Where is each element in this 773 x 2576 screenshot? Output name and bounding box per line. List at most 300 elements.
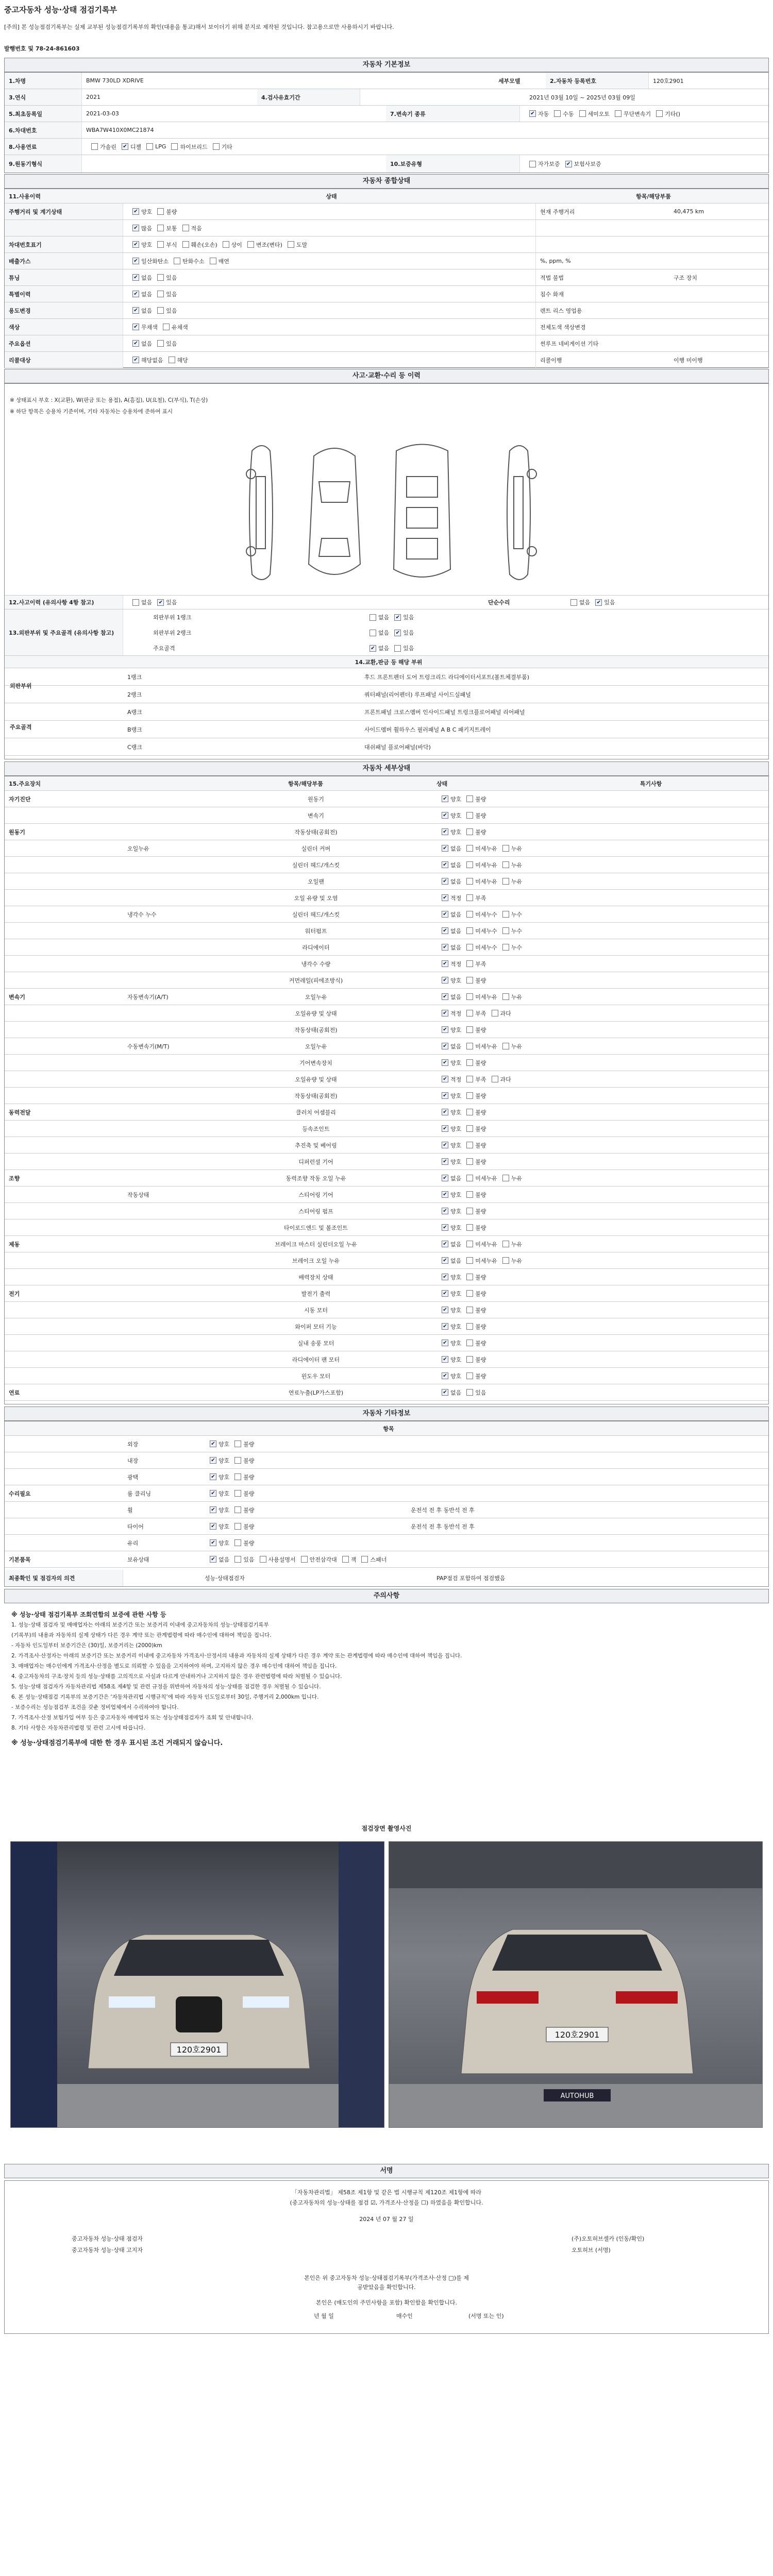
option-label: 양호 <box>450 1356 462 1363</box>
detail-item: 타이로드엔드 및 볼조인트 <box>284 1224 348 1231</box>
checkbox: ✔ <box>442 1307 448 1313</box>
checkbox <box>210 258 216 264</box>
page-title: 중고자동차 성능·상태 점검기록부 <box>4 5 117 14</box>
detail-row <box>5 1252 768 1269</box>
label-panels: 13.외판부위 및 주요골격 (유의사항 참고) <box>5 609 123 655</box>
rank-row <box>5 703 768 721</box>
option-label: 불량 <box>475 1109 486 1116</box>
option-label: 탄화수소 <box>182 258 205 265</box>
detail-row <box>5 1154 768 1170</box>
header-detail-state: 상태 <box>436 780 448 787</box>
checkbox <box>466 944 473 951</box>
other-state <box>200 1502 407 1518</box>
option-label: 미세누유 <box>475 1241 497 1248</box>
detail-row <box>5 1055 768 1071</box>
option-label: 불량 <box>475 1224 486 1231</box>
frame-options: ✔ 없음 있음 <box>360 640 515 656</box>
checkbox: ✔ <box>442 1175 448 1181</box>
general-row-item-value: 40,475 km <box>674 208 704 215</box>
value-plate-no: 120호2901 <box>653 77 684 84</box>
detail-row <box>5 1302 768 1318</box>
checkbox: ✔ <box>442 1142 448 1148</box>
checkbox-insurer-warranty: ✔ <box>565 161 572 167</box>
checkbox: ✔ <box>442 1109 448 1115</box>
option-label: 있음 <box>166 340 177 347</box>
checkbox <box>157 225 164 231</box>
detail-state <box>432 1351 572 1367</box>
label-engine-type: 9.원동기형식 <box>5 155 82 173</box>
detail-state <box>432 1022 572 1038</box>
checkbox <box>466 1340 473 1346</box>
checkbox <box>492 1076 498 1082</box>
caution-line: (기록부)의 내용과 자동차의 실제 상태가 다른 경우 계약 또는 관계법령에 따라 매수인에 대하여 책임을 집니다. <box>11 1632 272 1638</box>
general-row-options <box>123 302 535 318</box>
rank-row <box>5 686 768 703</box>
option-label: 불량 <box>475 1356 486 1363</box>
option-label: 없음 <box>450 927 462 935</box>
checkbox: ✔ <box>442 828 448 835</box>
value-year: 2021 <box>86 94 100 100</box>
general-row-item-value <box>669 335 767 351</box>
option-label: 누유 <box>511 993 523 1001</box>
header-state: 상태 <box>326 193 337 200</box>
option-label: 부식 <box>166 241 177 248</box>
detail-state <box>432 1154 572 1170</box>
header-remarks: 특기사항 <box>640 780 662 787</box>
checkbox-accident-yes: ✔ <box>157 599 164 606</box>
checkbox <box>466 960 473 967</box>
detail-item: 와이퍼 모터 기능 <box>295 1323 337 1330</box>
general-row-label <box>5 220 123 236</box>
other-item: 내장 <box>127 1457 139 1464</box>
detail-state <box>432 824 572 840</box>
checkbox: ✔ <box>132 274 139 281</box>
other-state <box>200 1551 407 1567</box>
warranty-options: 자가보증 ✔ 보험사보증 <box>520 155 767 173</box>
general-row-item-value <box>669 319 767 335</box>
detail-item: 실린더 헤드/개스킷 <box>292 861 340 869</box>
detail-row <box>5 1187 768 1203</box>
detail-row <box>5 972 768 989</box>
option-label: 적정 <box>450 1010 462 1017</box>
detail-state <box>432 857 572 873</box>
detail-group: 연료 <box>5 1384 123 1400</box>
detail-item: 발전기 출력 <box>301 1290 331 1297</box>
checkbox: ✔ <box>442 1323 448 1330</box>
value-vin: WBA7W410X0MC21874 <box>86 127 154 133</box>
detail-item: 작동상태(공회전) <box>294 1092 338 1099</box>
checkbox-semi <box>579 110 586 117</box>
option-label: 불량 <box>475 1290 486 1297</box>
option-label: 적정 <box>450 894 462 902</box>
other-group: 수리필요 <box>5 1485 123 1501</box>
option-label: 양호 <box>450 1026 462 1033</box>
option-label: 없음 <box>450 1389 462 1396</box>
option-label: 양호 <box>450 1125 462 1132</box>
option-label: 불량 <box>475 1142 486 1149</box>
detail-row <box>5 923 768 939</box>
detail-row <box>5 1203 768 1219</box>
checkbox <box>466 878 473 885</box>
general-row-options <box>123 236 535 252</box>
general-row-options <box>123 286 535 302</box>
detail-group: 조향 <box>5 1170 123 1186</box>
checkbox-self-warranty <box>529 161 536 167</box>
option-label: 미세누수 <box>475 927 497 935</box>
section-caution-title: 주의사항 <box>4 1589 769 1603</box>
caution-line: 5. 성능·상태 점검자가 자동차관리법 제58조 제4항 및 관련 규정을 위반하여 자동차의 성능·상태를 점검한 경우 처벌될 수 있습니다. <box>11 1684 321 1690</box>
basic-info-table <box>4 72 769 173</box>
checkbox: ✔ <box>442 1026 448 1033</box>
option-label: 양호 <box>450 977 462 984</box>
detail-row <box>5 873 768 890</box>
section-detail-title: 자동차 세부상태 <box>4 761 769 776</box>
option-label: 불량 <box>475 1191 486 1198</box>
general-row-item <box>535 220 669 236</box>
label-main-frame: 주요골격 <box>153 645 175 652</box>
checkbox <box>157 274 164 281</box>
option-label: 양호 <box>450 812 462 819</box>
accident-note: ※ 하단 항목은 승용차 기준이며, 기타 자동차는 승용차에 준하여 표시 <box>10 409 173 415</box>
buyer-signature: (서명 또는 인) <box>468 2313 504 2319</box>
value-car-name: BMW 730LD XDRIVE <box>86 77 144 84</box>
general-row-item: 리콜이행 <box>535 352 669 368</box>
option-label: 없음 <box>450 878 462 885</box>
checkbox <box>466 1224 473 1231</box>
checkbox <box>466 1208 473 1214</box>
option-label: 불량 <box>475 1274 486 1281</box>
option-label: 없음 <box>219 1556 230 1563</box>
detail-state <box>432 840 572 856</box>
detail-row <box>5 807 768 824</box>
checkbox: ✔ <box>442 1158 448 1165</box>
checkbox <box>466 1356 473 1363</box>
caution-line: - 보증수리는 성능점검부 조건을 갖춘 정비업체에서 수리하여야 합니다. <box>11 1704 179 1710</box>
label-plate-no: 2.자동차 등록번호 <box>546 73 649 89</box>
general-row-options <box>123 335 535 351</box>
option-label: 적음 <box>191 225 202 232</box>
detail-row <box>5 1236 768 1252</box>
checkbox: ✔ <box>442 878 448 885</box>
option-label: 양호 <box>450 1372 462 1380</box>
label-accident-history: 12.사고이력 (유의사항 4항 참고) <box>5 596 123 609</box>
car-diagram <box>231 435 551 590</box>
option-label: 불량 <box>475 795 486 803</box>
label-inspector: 성능·상태점검자 <box>205 1575 245 1582</box>
option-label: 불량 <box>475 812 486 819</box>
general-row-label: 차대번호표기 <box>5 236 123 252</box>
general-row-options <box>123 319 535 335</box>
checkbox <box>502 927 509 934</box>
option-label: 무채색 <box>141 324 158 331</box>
option-label: 보통 <box>166 225 177 232</box>
option-label: 양호 <box>450 1208 462 1215</box>
option-label: 양호 <box>450 1224 462 1231</box>
checkbox <box>502 993 509 1000</box>
checkbox <box>182 225 189 231</box>
detail-row <box>5 1170 768 1187</box>
checkbox <box>234 1490 241 1497</box>
other-state <box>200 1436 407 1452</box>
checkbox <box>157 307 164 314</box>
detail-state <box>432 1318 572 1334</box>
checkbox <box>466 1109 473 1115</box>
checkbox <box>466 1125 473 1132</box>
detail-row <box>5 1071 768 1088</box>
general-row-item-value <box>669 286 767 302</box>
detail-state <box>432 807 572 823</box>
rank-row <box>5 721 768 738</box>
other-item: 외장 <box>127 1440 139 1448</box>
checkbox-auto: ✔ <box>529 110 536 117</box>
option-label: 미세누수 <box>475 911 497 918</box>
detail-row <box>5 1005 768 1022</box>
option-label: 불량 <box>475 1208 486 1215</box>
signature-box <box>4 2180 769 2334</box>
checkbox <box>234 1440 241 1447</box>
rank-label: 1랭크 <box>127 673 142 681</box>
caution-notes <box>11 1607 759 1749</box>
plate-text-rear: 120호2901 <box>554 2030 600 2040</box>
option-label: 없음 <box>141 307 153 314</box>
checkbox: ✔ <box>442 1208 448 1214</box>
rank2-options: 없음 ✔ 있음 <box>360 625 515 640</box>
other-item: 휠 <box>127 1506 133 1514</box>
section-general-title: 자동차 종합상태 <box>4 174 769 189</box>
detail-item: 동력조향 작동 오일 누유 <box>285 1175 346 1182</box>
checkbox: ✔ <box>442 960 448 967</box>
checkbox: ✔ <box>132 258 139 264</box>
option-label: 양호 <box>450 1158 462 1165</box>
detail-table <box>4 776 769 1404</box>
checkbox: ✔ <box>442 993 448 1000</box>
checkbox <box>157 241 164 248</box>
option-label: 양호 <box>450 1340 462 1347</box>
value-inspector-sign: (주)오토허브셀카 (인동/확인) <box>572 2235 645 2242</box>
detail-group: 동력전달 <box>5 1104 123 1120</box>
checkbox: ✔ <box>442 812 448 819</box>
detail-row <box>5 1104 768 1121</box>
header-other-items: 항목 <box>383 1425 394 1432</box>
option-label: 양호 <box>219 1490 230 1497</box>
option-label: 부족 <box>475 894 486 902</box>
label-panel-rank1: 외판부위 1랭크 <box>153 614 192 621</box>
detail-item: 오일유량 및 상태 <box>295 1076 337 1083</box>
detail-state <box>432 923 572 939</box>
checkbox <box>169 357 175 363</box>
checkbox: ✔ <box>442 911 448 918</box>
option-label: 양호 <box>450 1059 462 1066</box>
section-accident-title: 사고·교환·수리 등 이력 <box>4 369 769 383</box>
option-label: 양호 <box>450 1274 462 1281</box>
option-label: 많음 <box>141 225 153 232</box>
header-items: 항목/해당부품 <box>636 193 671 200</box>
rank-label: C랭크 <box>127 743 142 751</box>
detail-state <box>432 1038 572 1054</box>
other-row <box>5 1551 768 1568</box>
checkbox: ✔ <box>442 1290 448 1297</box>
checkbox <box>301 1556 308 1563</box>
option-label: 상이 <box>231 241 242 248</box>
checkbox: ✔ <box>442 1372 448 1379</box>
option-label: 불량 <box>243 1523 255 1530</box>
accident-box <box>4 383 769 759</box>
checkbox: ✔ <box>442 1389 448 1396</box>
detail-state <box>432 890 572 906</box>
label-transmission: 7.변속기 종류 <box>386 106 520 122</box>
detail-row <box>5 1137 768 1154</box>
caution-line: - 자동차 인도일부터 보증기간은 (30)일, 보증거리는 (2000)km <box>11 1642 162 1649</box>
checkbox <box>247 241 254 248</box>
checkbox <box>502 861 509 868</box>
caution-line: 3. 매매업자는 매수인에게 가격조사·산정을 별도로 의뢰할 수 있음을 고지하여야 하며, 고지하지 않은 경우 매수인에 대하여 책임을 집니다. <box>11 1663 337 1669</box>
option-label: 스패너 <box>370 1556 387 1563</box>
other-row <box>5 1518 768 1535</box>
checkbox-fuel-etc <box>213 143 220 150</box>
detail-row <box>5 1351 768 1368</box>
option-label: 양호 <box>450 828 462 836</box>
detail-row <box>5 989 768 1005</box>
option-label: 양호 <box>219 1506 230 1514</box>
option-label: 누유 <box>511 1241 523 1248</box>
detail-item: 기어변속장치 <box>299 1059 332 1066</box>
checkbox <box>466 1372 473 1379</box>
checkbox <box>234 1556 241 1563</box>
option-label: 불량 <box>475 1307 486 1314</box>
detail-group: 자기진단 <box>5 791 123 807</box>
detail-state <box>432 1187 572 1202</box>
checkbox: ✔ <box>442 1092 448 1099</box>
signature-date: 2024 년 07 월 27 일 <box>359 2216 414 2223</box>
checkbox: ✔ <box>442 1356 448 1363</box>
option-label: 없음 <box>450 861 462 869</box>
option-label: 불량 <box>243 1539 255 1547</box>
rank-parts: 프론트패널 크로스멤버 인사이드패널 트렁크플로어패널 리어패널 <box>364 708 525 716</box>
detail-row <box>5 1022 768 1038</box>
general-row-label: 색상 <box>5 319 123 335</box>
option-label: 누수 <box>511 911 523 918</box>
other-item: 룸 클리닝 <box>127 1490 152 1497</box>
option-label: 누유 <box>511 1043 523 1050</box>
detail-state <box>432 1236 572 1252</box>
detail-item: 실린더 헤드/개스킷 <box>292 911 340 918</box>
detail-item: 추진축 및 베어링 <box>295 1142 337 1149</box>
option-label: 불량 <box>475 1323 486 1330</box>
label-inspector-sign: 중고자동차 성능·상태 점검자 <box>72 2235 143 2242</box>
checkbox: ✔ <box>210 1556 216 1563</box>
plate-text-front: 120호2901 <box>176 2045 222 2055</box>
general-row-item: 현재 주행거리 <box>535 204 669 219</box>
detail-sub: 오일누유 <box>127 845 149 852</box>
checkbox: ✔ <box>210 1539 216 1546</box>
option-label: 양호 <box>450 1290 462 1297</box>
other-row <box>5 1485 768 1502</box>
other-item: 유리 <box>127 1539 139 1547</box>
general-row-item <box>535 236 669 252</box>
checkbox: ✔ <box>132 225 139 231</box>
general-row <box>5 286 768 302</box>
checkbox <box>234 1473 241 1480</box>
checkbox: ✔ <box>210 1506 216 1513</box>
option-label: 양호 <box>450 795 462 803</box>
detail-row <box>5 840 768 857</box>
checkbox: ✔ <box>442 894 448 901</box>
option-label: 불량 <box>475 1026 486 1033</box>
checkbox-repair-yes: ✔ <box>595 599 602 606</box>
option-label: 양호 <box>450 1109 462 1116</box>
option-label: 양호 <box>450 1092 462 1099</box>
detail-state <box>432 1170 572 1186</box>
option-label: 불량 <box>475 1340 486 1347</box>
checkbox <box>157 340 164 347</box>
checkbox: ✔ <box>210 1457 216 1464</box>
option-label: 양호 <box>219 1457 230 1464</box>
checkbox: ✔ <box>132 340 139 347</box>
checkbox <box>466 1142 473 1148</box>
general-row-item: 썬루프 네비게이션 기타 <box>535 335 669 351</box>
detail-state <box>432 1302 572 1318</box>
checkbox-hybrid <box>171 143 178 150</box>
option-label: 불량 <box>243 1473 255 1481</box>
checkbox: ✔ <box>442 1059 448 1066</box>
checkbox: ✔ <box>132 208 139 215</box>
checkbox <box>502 1043 509 1049</box>
detail-row <box>5 956 768 972</box>
checkbox: ✔ <box>210 1440 216 1447</box>
option-label: 불량 <box>475 1092 486 1099</box>
general-row-label: 용도변경 <box>5 302 123 318</box>
detail-sub: 수동변속기(M/T) <box>127 1043 170 1050</box>
signature-line4: 공받았음을 확인합니다. <box>357 2284 416 2291</box>
option-label: 누수 <box>511 927 523 935</box>
checkbox: ✔ <box>132 291 139 297</box>
other-row <box>5 1469 768 1485</box>
option-label: 부족 <box>475 1076 486 1083</box>
detail-item: 라디에이터 <box>302 944 330 951</box>
option-label: 해당없음 <box>141 357 163 364</box>
option-label: 있음 <box>243 1556 255 1563</box>
option-label: 양호 <box>219 1539 230 1547</box>
checkbox: ✔ <box>442 1257 448 1264</box>
detail-item: 디퍼런셜 기어 <box>298 1158 333 1165</box>
checkbox: ✔ <box>442 1340 448 1346</box>
rank-parts: 대쉬패널 플로어패널(바닥) <box>364 743 431 751</box>
option-label: 있음 <box>166 307 177 314</box>
detail-item: 워터펌프 <box>305 927 327 935</box>
general-row-item: 적법 불법 <box>535 269 669 285</box>
checkbox: ✔ <box>132 324 139 330</box>
checkbox <box>174 258 180 264</box>
checkbox: ✔ <box>442 1010 448 1016</box>
rank1-options: 없음 ✔ 있음 <box>360 609 515 625</box>
option-label: 해당 <box>177 357 188 364</box>
detail-state <box>432 1005 572 1021</box>
checkbox <box>466 1290 473 1297</box>
detail-item: 오일 유량 및 오염 <box>294 894 338 902</box>
header-usage: 11.사용이력 <box>9 193 41 200</box>
checkbox: ✔ <box>442 927 448 934</box>
detail-row <box>5 906 768 923</box>
checkbox <box>502 944 509 951</box>
detail-state <box>432 1384 572 1400</box>
detail-state <box>432 791 572 807</box>
checkbox <box>502 1175 509 1181</box>
detail-group: 전기 <box>5 1285 123 1301</box>
section-other-title: 자동차 기타정보 <box>4 1406 769 1421</box>
option-label: 없음 <box>450 911 462 918</box>
checkbox <box>342 1556 349 1563</box>
label-seller-sign: 중고자동차 성능·상태 고지자 <box>72 2247 143 2253</box>
